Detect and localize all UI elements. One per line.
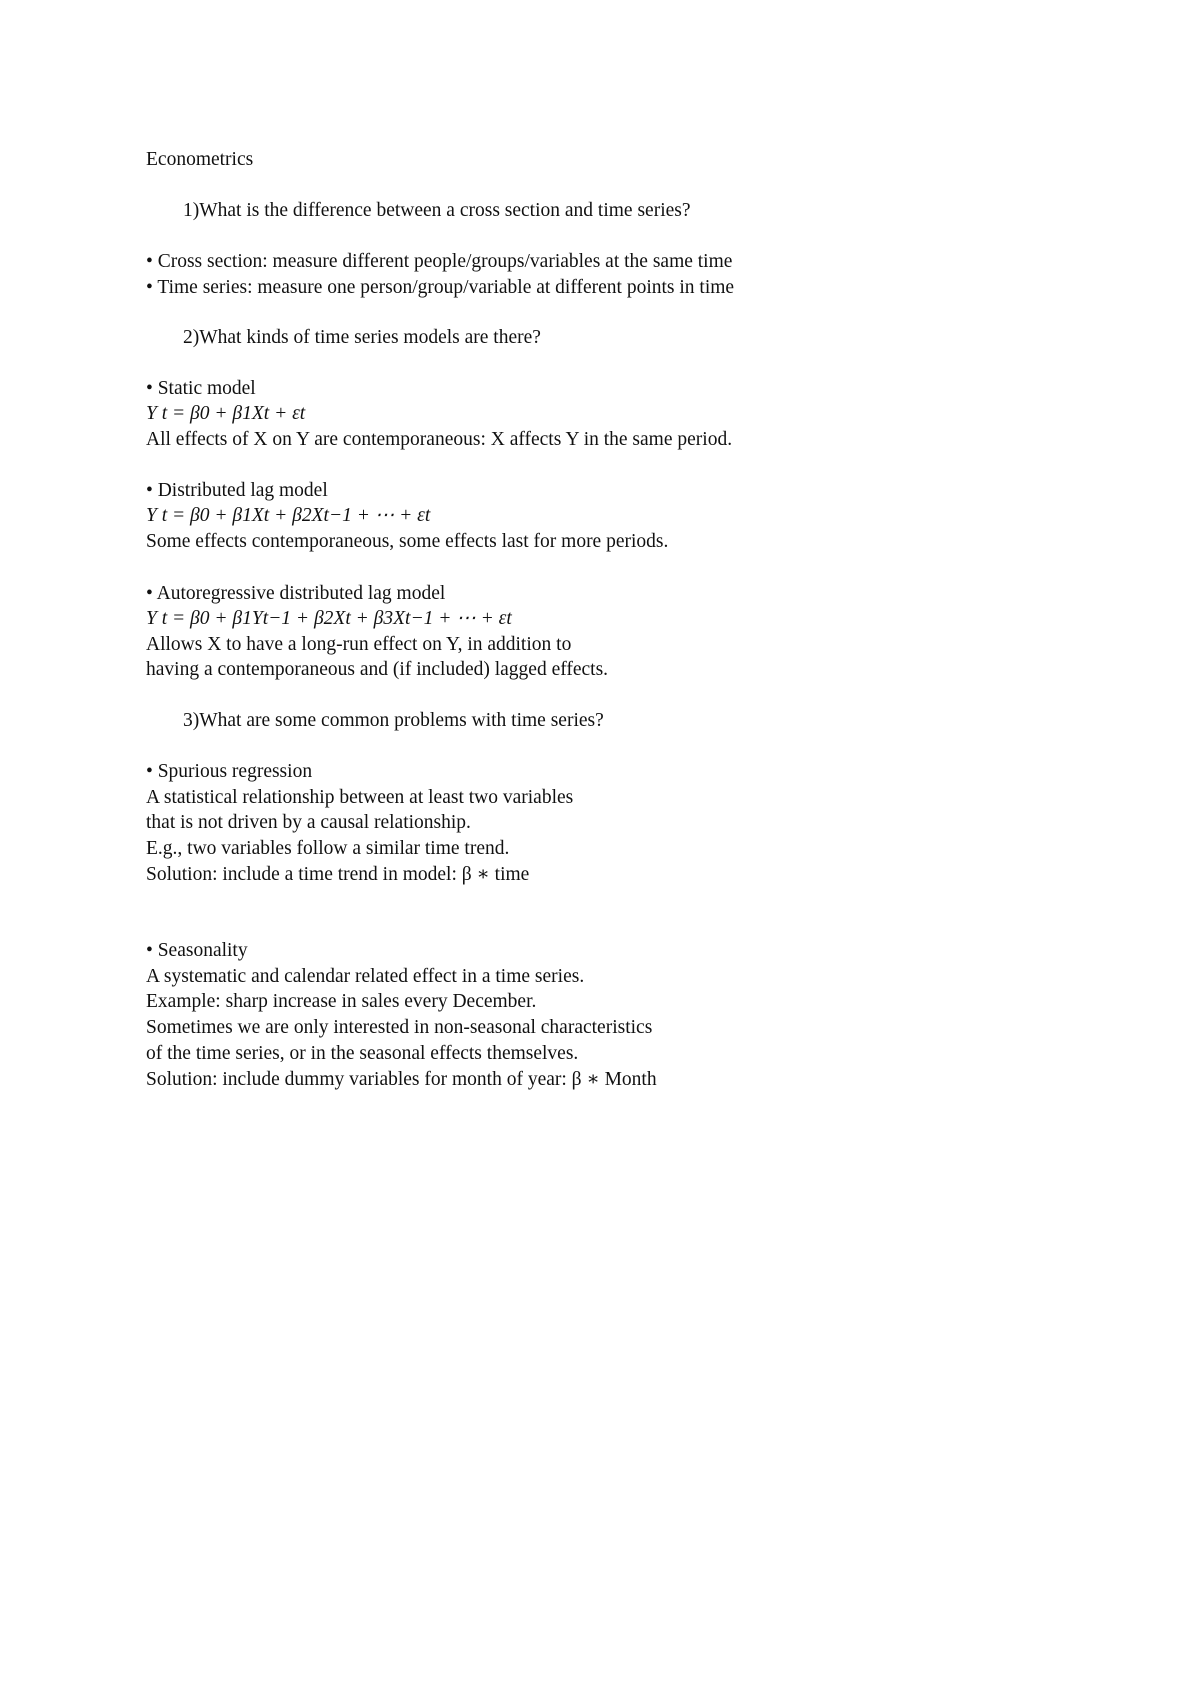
question-3: 3)What are some common problems with time series? (183, 710, 604, 731)
spurious-line-1: A statistical relationship between at least two variables (146, 787, 574, 808)
distributed-lag-text: Some effects contemporaneous, some effects last for more periods. (146, 531, 669, 552)
ardl-text-2: having a contemporaneous and (if included) lagged effects. (146, 659, 609, 680)
question-1: 1)What is the difference between a cross section and time series? (183, 200, 691, 221)
distributed-lag-heading: • Distributed lag model (146, 480, 328, 501)
static-model-equation: Y t = β0 + β1Xt + εt (146, 403, 306, 424)
spurious-line-3: E.g., two variables follow a similar time trend. (146, 838, 510, 859)
distributed-lag-equation: Y t = β0 + β1Xt + β2Xt−1 + ⋯ + εt (146, 505, 431, 526)
seasonality-line-4: of the time series, or in the seasonal effects themselves. (146, 1043, 579, 1064)
seasonality-line-2: Example: sharp increase in sales every December. (146, 991, 537, 1012)
ardl-text-1: Allows X to have a long-run effect on Y, in addition to (146, 634, 572, 655)
seasonality-line-3: Sometimes we are only interested in non-seasonal characteristics (146, 1017, 653, 1038)
spurious-heading: • Spurious regression (146, 761, 313, 782)
bullet-cross-section: • Cross section: measure different people/groups/variables at the same time (146, 251, 733, 272)
spurious-line-4: Solution: include a time trend in model: β ∗ time (146, 864, 530, 885)
bullet-time-series: • Time series: measure one person/group/variable at different points in time (146, 277, 735, 298)
static-model-text: All effects of X on Y are contemporaneous: X affects Y in the same period. (146, 429, 733, 450)
question-2: 2)What kinds of time series models are there? (183, 327, 541, 348)
seasonality-line-5: Solution: include dummy variables for month of year: β ∗ Month (146, 1069, 657, 1090)
ardl-heading: • Autoregressive distributed lag model (146, 583, 446, 604)
static-model-heading: • Static model (146, 378, 256, 399)
document-title: Econometrics (146, 149, 254, 170)
spurious-line-2: that is not driven by a causal relationship. (146, 812, 471, 833)
ardl-equation: Y t = β0 + β1Yt−1 + β2Xt + β3Xt−1 + ⋯ + εt (146, 608, 512, 629)
seasonality-line-1: A systematic and calendar related effect in a time series. (146, 966, 585, 987)
seasonality-heading: • Seasonality (146, 940, 248, 961)
